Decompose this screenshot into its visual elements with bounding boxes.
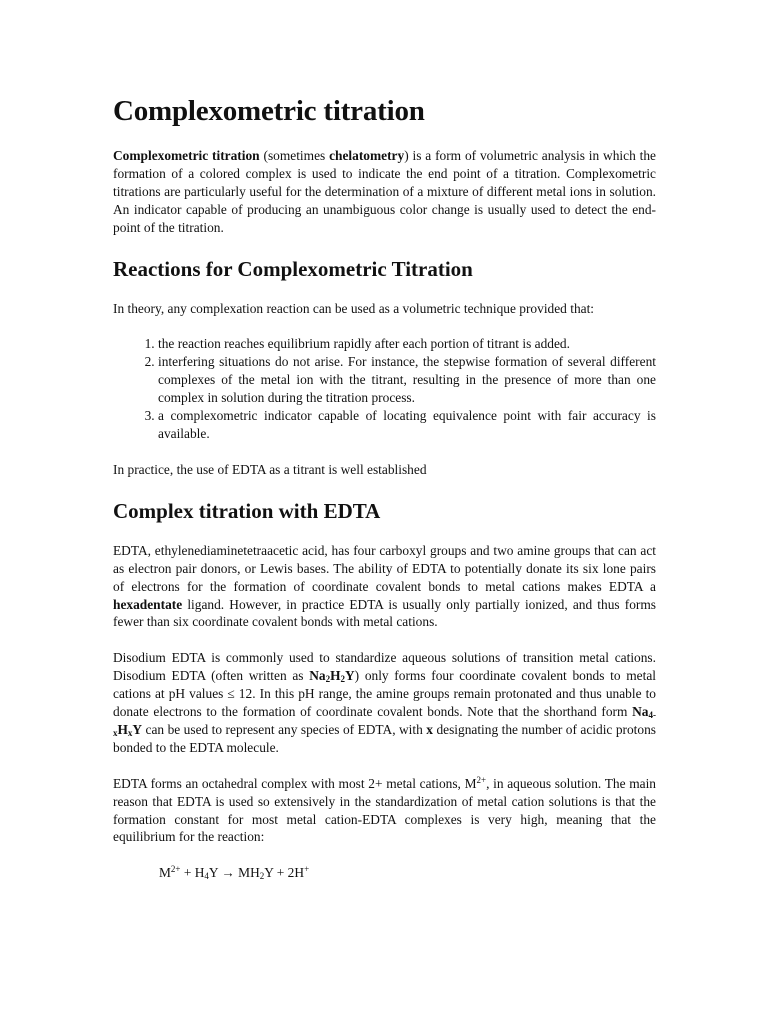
section-heading-edta: Complex titration with EDTA	[113, 498, 381, 523]
formula-na2h2y: $Na_2H_2Y$	[309, 668, 355, 685]
section-heading-reactions: Reactions for Complexometric Titration	[113, 256, 473, 281]
hexadentate-bold: hexadentate	[113, 596, 183, 612]
alt-term-bold: chelatometry	[329, 148, 405, 163]
list-item: 3. a complexometric indicator capable of locating equivalence point with fair accuracy is available.	[158, 407, 656, 443]
term-bold: Complexometric titration	[113, 148, 260, 163]
intro-paragraph: Complexometric titration (sometimes chelatometry) is a form of volumetric analysis in which the formation of a colored complex is used to indicate the end point of a titration. Complexometric titrations are particularly useful for the determination of a mixture of different metal ions in solution. An indicator capable of producing an unambiguous color change is usually used to detect the end-point of the titration.	[113, 148, 656, 235]
page-title: Complexometric titration	[113, 95, 425, 127]
list-item: 2. interfering situations do not arise. For instance, the stepwise formation of several different complexes of the metal ion with the titrant, resulting in the presence of more than one complex in solution during the titration process.	[158, 353, 656, 407]
practice-note: In practice, the use of EDTA as a titrant is well established	[113, 461, 427, 477]
x-bold: x	[426, 721, 433, 737]
edta-paragraph-1: EDTA, ethylenediaminetetraacetic acid, has four carboxyl groups and two amine groups that can act as electron pair donors, or Lewis bases. The ability of EDTA to potentially donate its six lone pairs of electrons for the formation of coordinate covalent bonds to metal cations makes EDTA a hexadentate ligand. However, in practice EDTA is usually only partially ionized, and thus forms fewer than six coordinate covalent bonds with metal cations.	[113, 542, 656, 630]
edta-paragraph-3: EDTA forms an octahedral complex with most 2+ metal cations, $M^{2+}$, in aqueous solution. The main reason that EDTA is used so extensively in the standardization of metal cation solutions is that the formation constant for most metal cation-EDTA complexes is very high, meaning that the equilibrium for the reaction:	[113, 774, 656, 845]
formula-na4xhxy: $Na_{4-x}H_xY$	[113, 704, 656, 738]
edta-paragraph-2: Disodium EDTA is commonly used to standardize aqueous solutions of transition metal cations. Disodium EDTA (often written as $Na_2H_2Y$) only forms four coordinate covalent bonds to metal cations at pH values ≤ 12. In this pH range, the amine groups remain protonated and thus unable to donate electrons to the formation of coordinate covalent bonds. Note that the shorthand form $Na_{4-x}H_xY$ can be used to represent any species of EDTA, with x designating the number of acidic protons bonded to the EDTA molecule.	[113, 650, 656, 755]
conditions-list	[113, 335, 656, 442]
reactions-lead: In theory, any complexation reaction can be used as a volumetric technique provided that:	[113, 300, 595, 316]
document-page	[113, 92, 656, 882]
reaction-equation: $M^{2+} + H_4Y \to MH_2Y + 2H^+$	[159, 864, 310, 882]
list-item: 1. the reaction reaches equilibrium rapidly after each portion of titrant is added.	[158, 335, 656, 353]
